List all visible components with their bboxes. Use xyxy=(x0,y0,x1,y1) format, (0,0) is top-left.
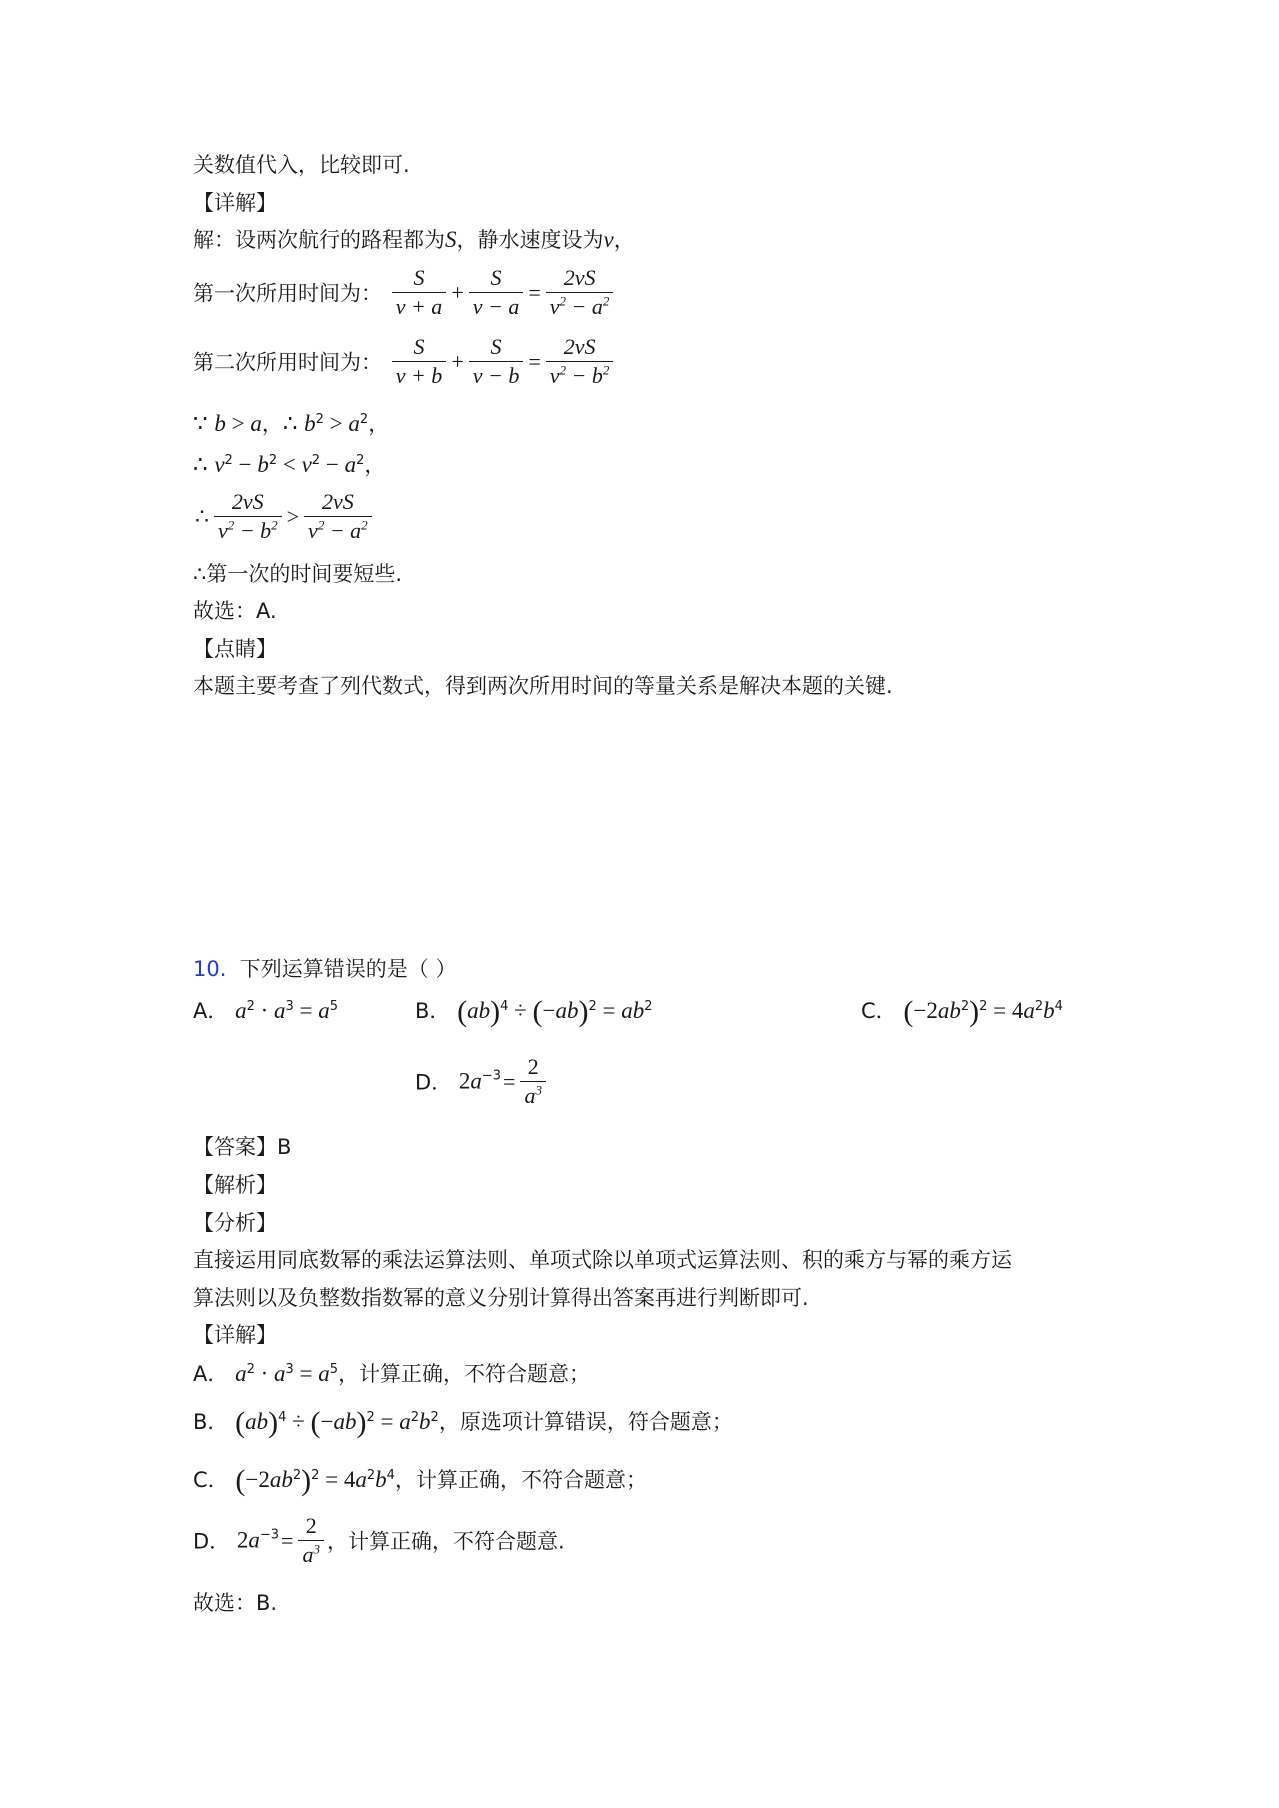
second-time-equation: 第二次所用时间为： $\frac{S}{v + b}$ + $\frac{S}{v - b}$ = $\frac{2vS}{v^2 - b^2}$ xyxy=(193,333,616,390)
conclusion-line: ∴第一次的时间要短些. xyxy=(193,562,403,586)
section-heading-detail-2: 【详解】 xyxy=(193,1323,277,1347)
fraction: $\frac{S}{v + b}$ xyxy=(392,333,447,390)
section-heading-analysis: 【解析】 xyxy=(193,1173,277,1197)
answer-line: 【答案】B xyxy=(193,1135,292,1159)
first-time-label: 第一次所用时间为： xyxy=(193,281,382,306)
therefore-line-2: ∴ $\frac{2vS}{v^2 - b^2}$ > $\frac{2vS}{v^2 - a^2}$ xyxy=(193,488,375,545)
solution-setup xyxy=(193,226,635,254)
detail-a: A． $a^2 \cdot a^3 = a^5$，计算正确，不符合题意； xyxy=(193,1361,591,1386)
option-b-label: B． xyxy=(415,999,451,1023)
summary-line: 本题主要考查了列代数式，得到两次所用时间的等量关系是解决本题的关键. xyxy=(193,674,893,698)
option-d-label: D． xyxy=(415,1070,453,1095)
setup-suffix: ， xyxy=(613,228,635,252)
detail-d-comment: ，计算正确，不符合题意. xyxy=(326,1529,565,1554)
option-d: D． $2a^{-3}=$ $\frac{2}{a^3}$ xyxy=(415,1053,549,1110)
detail-c-label: C． xyxy=(193,1468,229,1492)
choice-line: 故选：A. xyxy=(193,599,277,623)
fraction: $\frac{2}{a^3}$ xyxy=(298,1512,324,1569)
option-c: C． $(-2ab^2)^2 = 4a^2b^4$ xyxy=(861,995,1063,1028)
detail-b-comment: ，原选项计算错误，符合题意； xyxy=(438,1410,733,1434)
detail-c: C． $(-2ab^2)^2 = 4a^2b^4$，计算正确，不符合题意； xyxy=(193,1464,647,1497)
detail-d-label: D． xyxy=(193,1529,231,1554)
fraction: $\frac{2vS}{v^2 - a^2}$ xyxy=(546,264,614,321)
option-b: B． $(ab)^4 \div (-ab)^2 = ab^2$ xyxy=(415,995,653,1028)
detail-b-label: B． xyxy=(193,1410,229,1434)
option-c-label: C． xyxy=(861,999,897,1023)
text-line: 关数值代入，比较即可. xyxy=(193,153,410,177)
fraction: $\frac{S}{v - a}$ xyxy=(469,264,524,321)
therefore-line-1: ∴ $v^2 - b^2 < v^2 - a^2$， xyxy=(193,452,386,477)
setup-prefix: 解：设两次航行的路程都为 xyxy=(193,228,445,252)
section-heading-fenxi: 【分析】 xyxy=(193,1211,277,1235)
detail-a-label: A． xyxy=(193,1362,229,1386)
question-number: 10. xyxy=(193,957,227,981)
setup-mid: ，静水速度设为 xyxy=(456,228,604,252)
fraction: $\frac{2vS}{v^2 - b^2}$ xyxy=(214,488,282,545)
fraction: $\frac{S}{v + a}$ xyxy=(392,264,447,321)
final-choice: 故选：B. xyxy=(193,1591,278,1615)
fraction: $\frac{S}{v - b}$ xyxy=(469,333,524,390)
analysis-line-1: 直接运用同底数幂的乘法运算法则、单项式除以单项式运算法则、积的乘方与幂的乘方运 xyxy=(193,1248,1012,1272)
detail-a-comment: ，计算正确，不符合题意； xyxy=(338,1362,591,1386)
detail-d: D． $2a^{-3}=$ $\frac{2}{a^3}$ ，计算正确，不符合题意. xyxy=(193,1513,565,1567)
math-s: S xyxy=(445,227,457,252)
section-heading-detail: 【详解】 xyxy=(193,191,277,215)
question-stem xyxy=(193,955,456,983)
fraction: $\frac{2vS}{v^2 - b^2}$ xyxy=(546,333,614,390)
option-a-label: A． xyxy=(193,999,229,1023)
math-v: v xyxy=(603,227,614,252)
option-a: A． $a^2 \cdot a^3 = a^5$ xyxy=(193,998,339,1023)
detail-b: B． $(ab)^4 \div (-ab)^2 = a^2b^2$，原选项计算错误，符合题意； xyxy=(193,1406,733,1439)
analysis-line-2: 算法则以及负整数指数幂的意义分别计算得出答案再进行判断即可. xyxy=(193,1286,809,1310)
because-line: ∵ b > a，∴ $b^2 > a^2$， xyxy=(193,411,390,436)
section-heading-comment: 【点睛】 xyxy=(193,637,277,661)
question-text: 下列运算错误的是（ ） xyxy=(239,957,457,981)
second-time-label: 第二次所用时间为： xyxy=(193,350,382,375)
first-time-equation: 第一次所用时间为： $\frac{S}{v + a}$ + $\frac{S}{v - a}$ = $\frac{2vS}{v^2 - a^2}$ xyxy=(193,264,616,321)
fraction: $\frac{2}{a^3}$ xyxy=(520,1053,546,1110)
detail-c-comment: ，计算正确，不符合题意； xyxy=(394,1468,647,1492)
fraction: $\frac{2vS}{v^2 - a^2}$ xyxy=(304,488,372,545)
